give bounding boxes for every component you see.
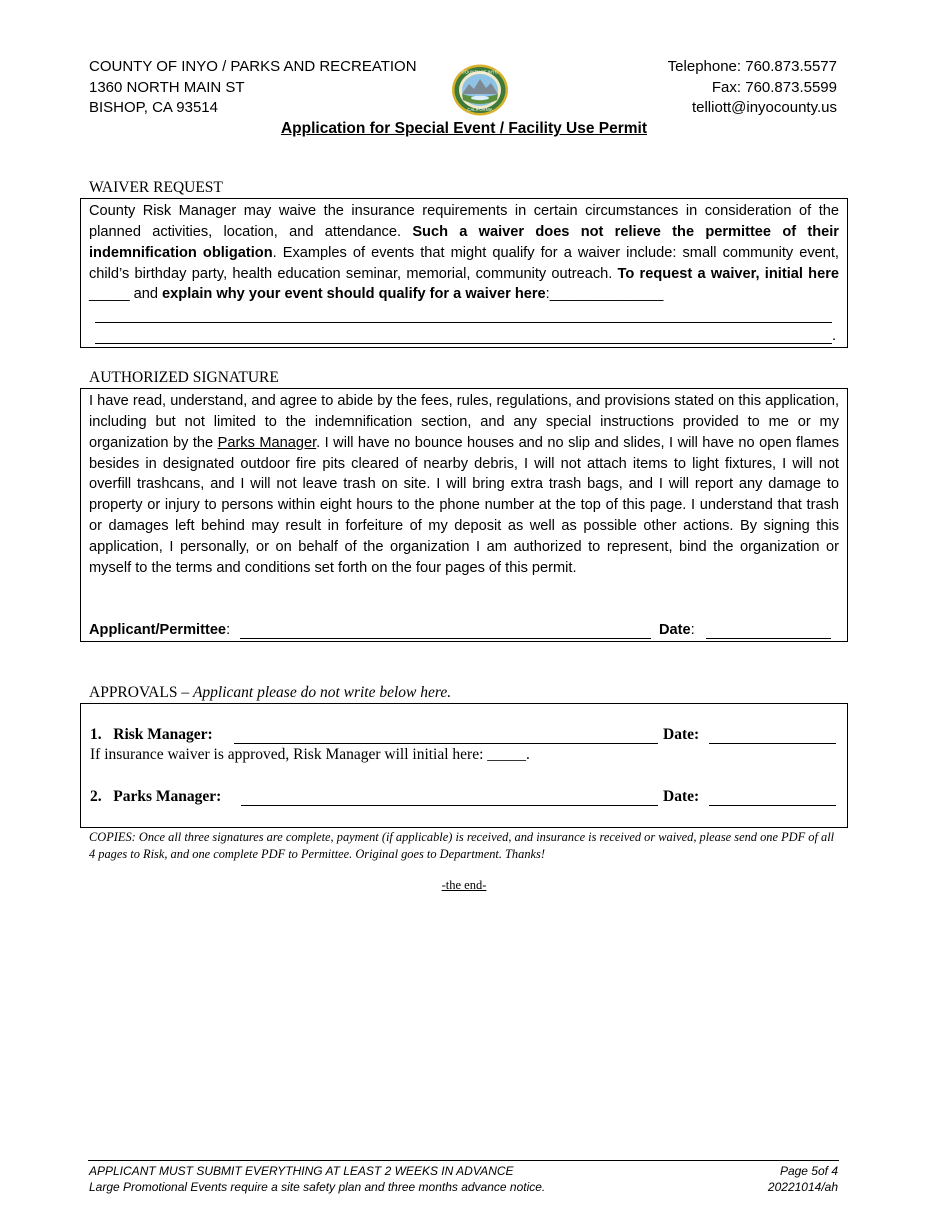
risk-manager-date-field[interactable]	[709, 743, 836, 744]
parks-manager-link: Parks Manager	[217, 434, 317, 451]
telephone: Telephone: 760.873.5577	[667, 58, 837, 75]
document-title: Application for Special Event / Facility Use Permit	[280, 120, 648, 137]
waiver-initial-blank[interactable]: _____ and	[89, 286, 163, 303]
footer-advance-notice: APPLICANT MUST SUBMIT EVERYTHING AT LEAST 2 WEEKS IN ADVANCE	[89, 1164, 514, 1178]
parks-manager-label: 2. Parks Manager:	[90, 788, 222, 805]
footer-left	[89, 1163, 545, 1195]
org-name: COUNTY OF INYO / PARKS AND RECREATION	[89, 58, 417, 75]
risk-manager-date-label: Date:	[663, 726, 704, 743]
parks-manager-signature-field[interactable]	[241, 805, 658, 806]
org-street: 1360 NORTH MAIN ST	[89, 78, 245, 96]
applicant-signature-row	[89, 620, 230, 641]
applicant-label: Applicant/Permittee	[89, 622, 227, 638]
signature-agreement-text	[89, 391, 839, 579]
applicant-date-field[interactable]	[706, 638, 831, 639]
approvals-section-title	[89, 684, 451, 702]
applicant-date-row	[659, 620, 695, 641]
signature-box	[80, 388, 848, 642]
copies-note: COPIES: Once all three signatures are complete, payment (if applicable) is received, and insurance is received or waived, please send one PDF of all 4 pages to Risk, and one complete PDF to Permittee. Original goes to Department. Thanks!	[89, 830, 835, 861]
waiver-text-part: . Examples of events that might qualify for a waiver include: small community event, child’s birthday party, health education seminar, memorial, community outreach.	[89, 244, 839, 282]
fax: Fax: 760.873.5599	[711, 78, 837, 96]
page-number: Page 5of 4	[779, 1164, 838, 1178]
waiver-bold-statement: Such a waiver does not relieve the permittee of their indemnification obligation	[89, 223, 839, 261]
the-end-marker: -the end-	[441, 878, 487, 892]
waiver-approval-initial[interactable]: If insurance waiver is approved, Risk Manager will initial here: _____.	[90, 746, 530, 763]
waiver-explain-prompt: explain why your event should qualify for a waiver here	[162, 286, 546, 303]
waiver-text-part: County Risk Manager may waive the insurance requirements in certain circumstances in consideration of the planned activities, location, and attendance.	[89, 203, 839, 240]
seal-text-top: COUNTY OF INYO	[462, 69, 498, 75]
parks-manager-date-label: Date:	[663, 788, 704, 805]
waiver-initial-prompt: To request a waiver, initial here	[617, 265, 839, 282]
county-seal-icon	[451, 64, 509, 116]
waiver-end-period: .	[832, 327, 837, 344]
waiver-text	[89, 201, 839, 305]
waiver-explain-blank[interactable]: :______________	[545, 286, 664, 303]
org-address-block	[89, 57, 417, 119]
waiver-explain-line-2[interactable]	[95, 343, 832, 344]
org-city: BISHOP, CA 93514	[89, 99, 218, 116]
signature-section-title: AUTHORIZED SIGNATURE	[89, 369, 279, 386]
footer-safety-plan-notice: Large Promotional Events require a site safety plan and three months advance notice.	[89, 1180, 546, 1194]
risk-manager-label: 1. Risk Manager:	[90, 726, 217, 743]
seal-text-bottom: CALIFORNIA	[467, 107, 493, 112]
footer-divider	[88, 1160, 839, 1161]
date-colon: :	[690, 622, 695, 638]
waiver-explain-line-1[interactable]	[95, 322, 832, 323]
revision-code: 20221014/ah	[767, 1180, 838, 1194]
date-label: Date	[659, 622, 691, 638]
parks-manager-date-field[interactable]	[709, 805, 836, 806]
risk-manager-signature-field[interactable]	[234, 743, 658, 744]
email: telliott@inyocounty.us	[691, 99, 837, 116]
agreement-text-part: I have read, understand, and agree to abide by the fees, rules, regulations, and provisions stated on this application, including but not limited to the indemnification section, and any special instructions provided to me or my organization by the	[89, 393, 839, 451]
contact-block	[668, 57, 837, 119]
approvals-title-main: APPROVALS –	[89, 684, 193, 701]
footer-right	[768, 1163, 838, 1195]
waiver-box	[80, 198, 848, 348]
approvals-box	[80, 703, 848, 828]
agreement-text-part: . I will have no bounce houses and no slip and slides, I will have no open flames besides in designated outdoor fire pits cleared of nearby debris, I will not attach items to light fixtures, I will not overfill trashcans, and I will not leave trash on site. I will bring extra trash bags, and I will report any damage to property or injury to persons within eight hours to the phone number at the top of this page. I understand that trash or damages left behind may result in forfeiture of my deposit as well as possible other actions. By signing this application, I personally, or on behalf of the organization I am authorized to represent, bind the organization or myself to the terms and conditions set forth on the four pages of this permit.	[89, 434, 839, 576]
approvals-title-note: Applicant please do not write below here.	[192, 684, 452, 701]
applicant-colon: :	[226, 622, 231, 638]
applicant-signature-field[interactable]	[240, 638, 651, 639]
waiver-section-title: WAIVER REQUEST	[89, 179, 223, 196]
